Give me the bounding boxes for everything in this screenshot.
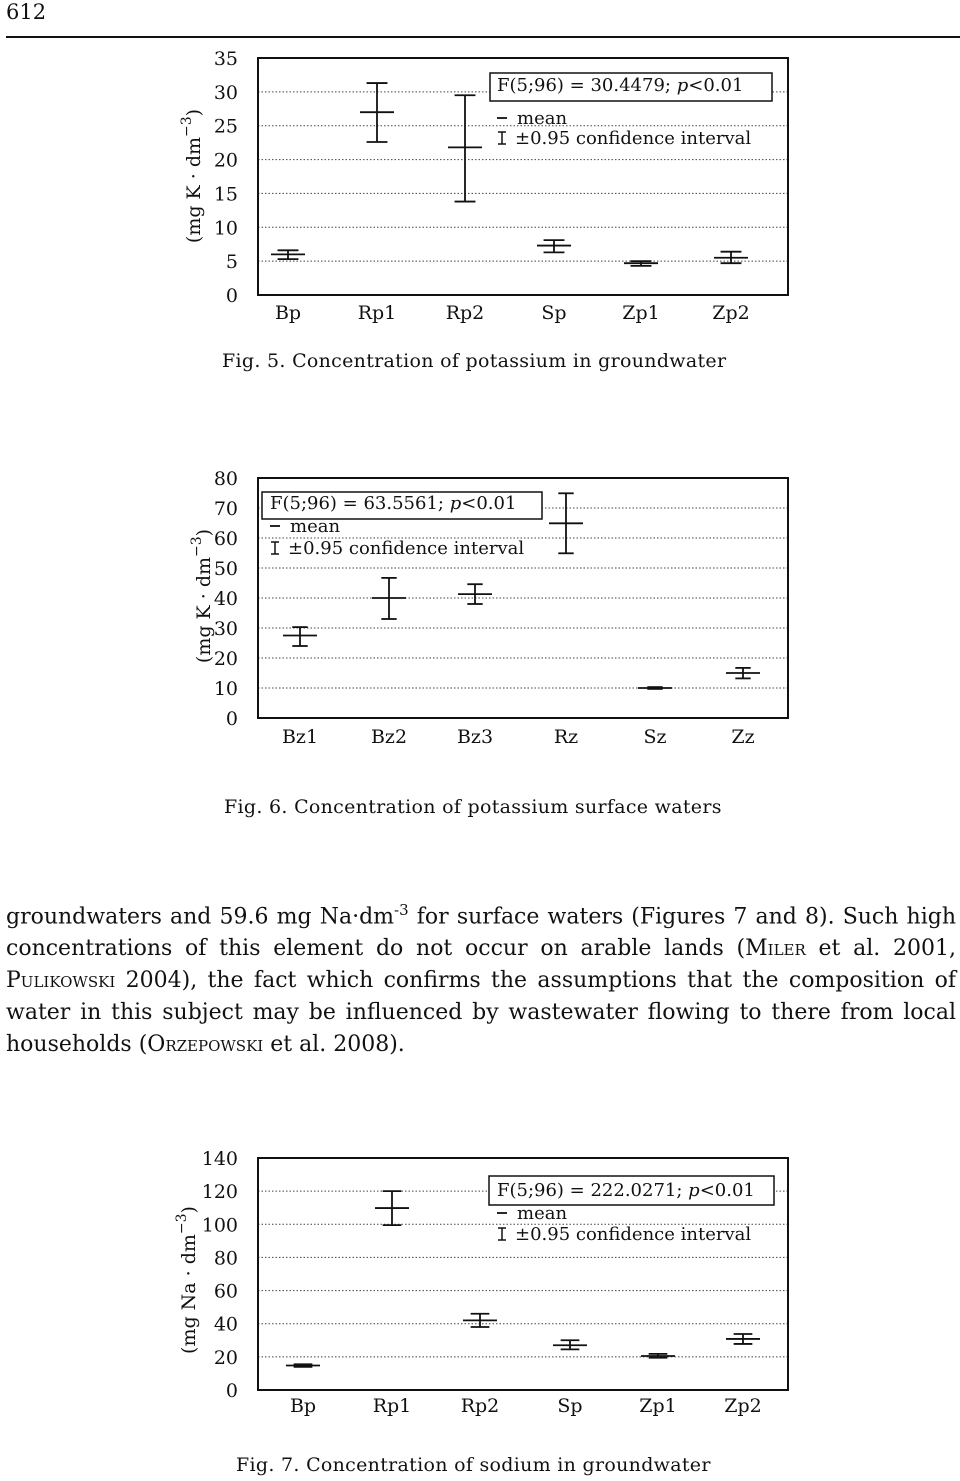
y-tick-label: 60 bbox=[213, 1280, 238, 1303]
x-tick-label: Bz2 bbox=[370, 726, 408, 748]
y-tick-label: 40 bbox=[213, 588, 238, 610]
header-rule bbox=[6, 36, 960, 38]
y-axis-label: (mg $K \cdot dm^{-3}$) bbox=[189, 528, 215, 664]
figure-6-chart bbox=[0, 460, 960, 760]
y-tick-label: 120 bbox=[201, 1181, 238, 1204]
y-axis-label: (mg $K \cdot dm^{-3}$) bbox=[179, 108, 205, 244]
y-tick-label: 20 bbox=[213, 149, 238, 172]
legend-mean-label: mean bbox=[517, 1203, 568, 1224]
page-number: 612 bbox=[6, 0, 47, 24]
figure-5-chart bbox=[0, 40, 960, 340]
x-tick-label: Bz3 bbox=[456, 726, 494, 748]
y-tick-label: 15 bbox=[213, 183, 238, 206]
x-tick-label: Zp2 bbox=[724, 1395, 762, 1417]
y-tick-label: 10 bbox=[213, 217, 238, 240]
x-tick-label: Bp bbox=[274, 302, 302, 324]
citation-rest: et al. 2008). bbox=[263, 1032, 405, 1058]
x-tick-label: Sz bbox=[643, 726, 667, 748]
y-tick-label: 0 bbox=[225, 708, 238, 730]
y-tick-label: 0 bbox=[225, 1380, 238, 1402]
legend-mean-label: mean bbox=[517, 108, 568, 129]
x-tick-label: Rp1 bbox=[372, 1395, 412, 1417]
y-tick-label: 40 bbox=[213, 1313, 238, 1336]
x-tick-label: Bp bbox=[289, 1395, 317, 1417]
x-tick-label: Rp1 bbox=[357, 302, 397, 324]
unit-exponent: -3 bbox=[394, 901, 409, 919]
y-tick-label: 20 bbox=[213, 648, 238, 670]
x-tick-label: Rp2 bbox=[460, 1395, 500, 1417]
multiplication-dot: · bbox=[352, 904, 360, 930]
y-tick-label: 30 bbox=[213, 618, 238, 640]
y-tick-label: 70 bbox=[213, 498, 238, 520]
x-tick-label: Sp bbox=[541, 302, 567, 324]
body-paragraph bbox=[6, 894, 956, 1061]
y-tick-label: 20 bbox=[213, 1346, 238, 1369]
x-tick-label: Zp1 bbox=[639, 1395, 677, 1417]
figure-6-caption: Fig. 6. Concentration of potassium surface waters bbox=[224, 796, 722, 818]
body-text-segment: for surface waters (Figures 7 and 8). Such high concentrations of this element do not occur on arable lands ( bbox=[6, 904, 957, 962]
x-tick-label: Rp2 bbox=[445, 302, 485, 324]
citation-rest: et al. 2001, bbox=[805, 936, 957, 962]
y-tick-label: 35 bbox=[213, 48, 238, 70]
y-tick-label: 60 bbox=[213, 528, 238, 550]
unit-text: dm bbox=[359, 904, 395, 930]
citation-author: Orzepowski bbox=[147, 1032, 264, 1058]
y-tick-label: 50 bbox=[213, 558, 238, 580]
y-tick-label: 100 bbox=[201, 1214, 238, 1237]
citation-author: Miler bbox=[745, 936, 806, 962]
anova-stat: F(5;96) = 63.5561; p<0.01 bbox=[270, 493, 517, 514]
legend-ci-label: ±0.95 confidence interval bbox=[288, 538, 525, 559]
figure-7-chart bbox=[0, 1130, 960, 1430]
x-tick-label: Rz bbox=[553, 726, 579, 748]
x-tick-label: Bz1 bbox=[281, 726, 319, 748]
y-tick-label: 80 bbox=[213, 1247, 238, 1270]
legend-mean-label: mean bbox=[290, 516, 341, 537]
citation-author: Pulikowski bbox=[6, 968, 116, 994]
legend-ci-label: ±0.95 confidence interval bbox=[515, 1224, 752, 1245]
legend-ci-label: ±0.95 confidence interval bbox=[515, 128, 752, 149]
anova-stat: F(5;96) = 222.0271; p<0.01 bbox=[497, 1180, 755, 1201]
x-tick-label: Zz bbox=[731, 726, 755, 748]
figure-7-caption: Fig. 7. Concentration of sodium in groundwater bbox=[236, 1454, 711, 1476]
x-tick-label: Zp2 bbox=[712, 302, 750, 324]
x-tick-label: Sp bbox=[557, 1395, 583, 1417]
y-tick-label: 25 bbox=[213, 115, 238, 138]
y-tick-label: 5 bbox=[225, 251, 238, 274]
y-tick-label: 80 bbox=[213, 468, 238, 490]
anova-stat: F(5;96) = 30.4479; p<0.01 bbox=[497, 75, 744, 96]
figure-5-caption: Fig. 5. Concentration of potassium in groundwater bbox=[222, 350, 727, 372]
body-text-segment: groundwaters and 59.6 mg Na bbox=[6, 904, 353, 930]
y-tick-label: 140 bbox=[201, 1148, 238, 1170]
y-tick-label: 0 bbox=[225, 285, 238, 307]
y-tick-label: 10 bbox=[213, 678, 238, 700]
x-tick-label: Zp1 bbox=[622, 302, 660, 324]
citation-rest: 2004), the fact which confirms the assumptions that the composition of water in this subject may be influenced by wastewater flowing to there from local households ( bbox=[6, 968, 956, 1058]
y-tick-label: 30 bbox=[213, 81, 238, 104]
y-axis-label: (mg $Na \cdot dm^{-3}$) bbox=[174, 1206, 200, 1354]
